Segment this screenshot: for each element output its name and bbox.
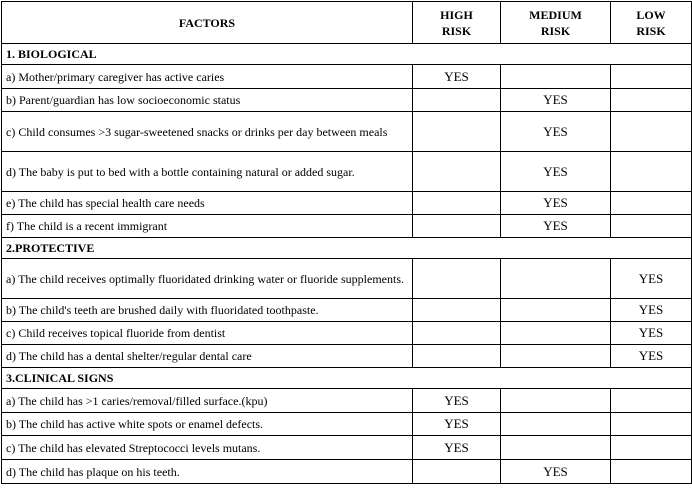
header-high-line2: RISK (441, 23, 472, 38)
table-row (2, 112, 692, 152)
factor-cell: c) Child consumes >3 sugar-sweetened snacks or drinks per day between meals (2, 112, 413, 152)
high-risk-cell (413, 259, 501, 299)
factor-cell: a) The child receives optimally fluoridated drinking water or fluoride supplements. (2, 259, 413, 299)
low-risk-cell (611, 152, 692, 192)
low-risk-cell (611, 112, 692, 152)
section-title: 1. BIOLOGICAL (2, 44, 692, 65)
medium-risk-cell: YES (501, 112, 611, 152)
high-risk-cell (413, 112, 501, 152)
medium-risk-cell: YES (501, 192, 611, 215)
high-risk-cell (413, 89, 501, 112)
factor-cell: d) The child has plaque on his teeth. (2, 460, 413, 484)
factor-cell: c) Child receives topical fluoride from dentist (2, 322, 413, 345)
factor-cell: a) Mother/primary caregiver has active caries (2, 65, 413, 89)
low-risk-cell (611, 413, 692, 436)
low-risk-cell: YES (611, 322, 692, 345)
table-row (2, 345, 692, 368)
high-risk-cell (413, 345, 501, 368)
high-risk-cell (413, 460, 501, 484)
low-risk-cell (611, 436, 692, 460)
factor-cell: c) The child has elevated Streptococci levels mutans. (2, 436, 413, 460)
table-row (2, 413, 692, 436)
table-row (2, 192, 692, 215)
factor-cell: f) The child is a recent immigrant (2, 215, 413, 238)
medium-risk-cell: YES (501, 152, 611, 192)
section-row (2, 44, 692, 65)
section-row (2, 368, 692, 389)
medium-risk-cell (501, 322, 611, 345)
medium-risk-cell: YES (501, 215, 611, 238)
header-row (2, 2, 692, 44)
header-medium-line1: MEDIUM (529, 7, 582, 22)
low-risk-cell (611, 65, 692, 89)
header-medium-line2: RISK (540, 23, 571, 38)
factor-cell: d) The child has a dental shelter/regular dental care (2, 345, 413, 368)
medium-risk-cell (501, 259, 611, 299)
table-row (2, 389, 692, 413)
section-row (2, 238, 692, 259)
table-row (2, 299, 692, 322)
header-high-line1: HIGH (440, 7, 473, 22)
header-medium-risk (501, 2, 611, 44)
factor-cell: b) The child's teeth are brushed daily with fluoridated toothpaste. (2, 299, 413, 322)
high-risk-cell: YES (413, 389, 501, 413)
medium-risk-cell (501, 299, 611, 322)
low-risk-cell (611, 460, 692, 484)
low-risk-cell: YES (611, 345, 692, 368)
medium-risk-cell: YES (501, 89, 611, 112)
medium-risk-cell (501, 436, 611, 460)
medium-risk-cell (501, 65, 611, 89)
table-row (2, 65, 692, 89)
low-risk-cell: YES (611, 299, 692, 322)
header-low-line2: RISK (636, 23, 666, 38)
low-risk-cell (611, 215, 692, 238)
section-title: 2.PROTECTIVE (2, 238, 692, 259)
low-risk-cell (611, 89, 692, 112)
high-risk-cell (413, 152, 501, 192)
high-risk-cell (413, 299, 501, 322)
low-risk-cell: YES (611, 259, 692, 299)
factor-cell: e) The child has special health care needs (2, 192, 413, 215)
factor-cell: a) The child has >1 caries/removal/filled surface.(kpu) (2, 389, 413, 413)
factor-cell: d) The baby is put to bed with a bottle containing natural or added sugar. (2, 152, 413, 192)
table-body (2, 44, 692, 484)
medium-risk-cell (501, 413, 611, 436)
medium-risk-cell: YES (501, 460, 611, 484)
high-risk-cell (413, 192, 501, 215)
high-risk-cell: YES (413, 413, 501, 436)
high-risk-cell: YES (413, 65, 501, 89)
table-row (2, 215, 692, 238)
medium-risk-cell (501, 389, 611, 413)
factor-cell: b) Parent/guardian has low socioeconomic status (2, 89, 413, 112)
table-row (2, 259, 692, 299)
section-title: 3.CLINICAL SIGNS (2, 368, 692, 389)
header-factors: FACTORS (2, 2, 413, 44)
table-row (2, 460, 692, 484)
low-risk-cell (611, 192, 692, 215)
high-risk-cell (413, 215, 501, 238)
high-risk-cell: YES (413, 436, 501, 460)
table-row (2, 436, 692, 460)
factor-cell: b) The child has active white spots or enamel defects. (2, 413, 413, 436)
table-row (2, 89, 692, 112)
low-risk-cell (611, 389, 692, 413)
medium-risk-cell (501, 345, 611, 368)
high-risk-cell (413, 322, 501, 345)
header-low-risk (611, 2, 692, 44)
table-row (2, 322, 692, 345)
header-low-line1: LOW (636, 7, 666, 22)
header-high-risk (413, 2, 501, 44)
table-row (2, 152, 692, 192)
caries-risk-table (1, 1, 692, 484)
